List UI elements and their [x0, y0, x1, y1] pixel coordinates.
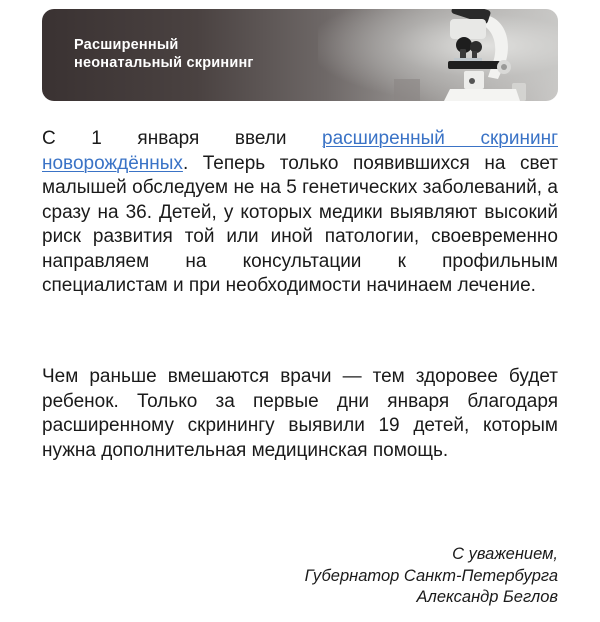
signature-name: Александр Беглов [416, 588, 558, 606]
paragraph1-prefix: С 1 января ввели [42, 128, 323, 149]
banner-title-line1: Расширенный [74, 37, 179, 53]
paragraph-results: Чем раньше вмешаются врачи — тем здоровее будет ребенок. Только за первые дни января благодаря расширенному скринингу выявили 19 детей, которым нужна дополнительная медицинская помощь. [42, 366, 558, 461]
banner-title [74, 36, 254, 72]
paragraph1-suffix: . Теперь только появившихся на свет малышей обследуем не на 5 генетических заболеваний, а сразу на 36. Детей, у которых медики выявляют высокий риск развития той или иной патологии, своевременно направляем на консультации к профильным специалистам и при необходимости начинаем лечение. [42, 152, 558, 296]
banner-title-line2: неонатальный скрининг [74, 55, 254, 71]
signature-greeting: С уважением, [452, 545, 558, 563]
banner [42, 9, 558, 101]
paragraph-screening-intro [42, 127, 558, 299]
signature [305, 544, 558, 609]
microscope-icon [394, 9, 544, 101]
signature-position: Губернатор Санкт-Петербурга [304, 566, 558, 585]
screening-link[interactable]: расширенный скрининг новорождённых [42, 128, 558, 174]
